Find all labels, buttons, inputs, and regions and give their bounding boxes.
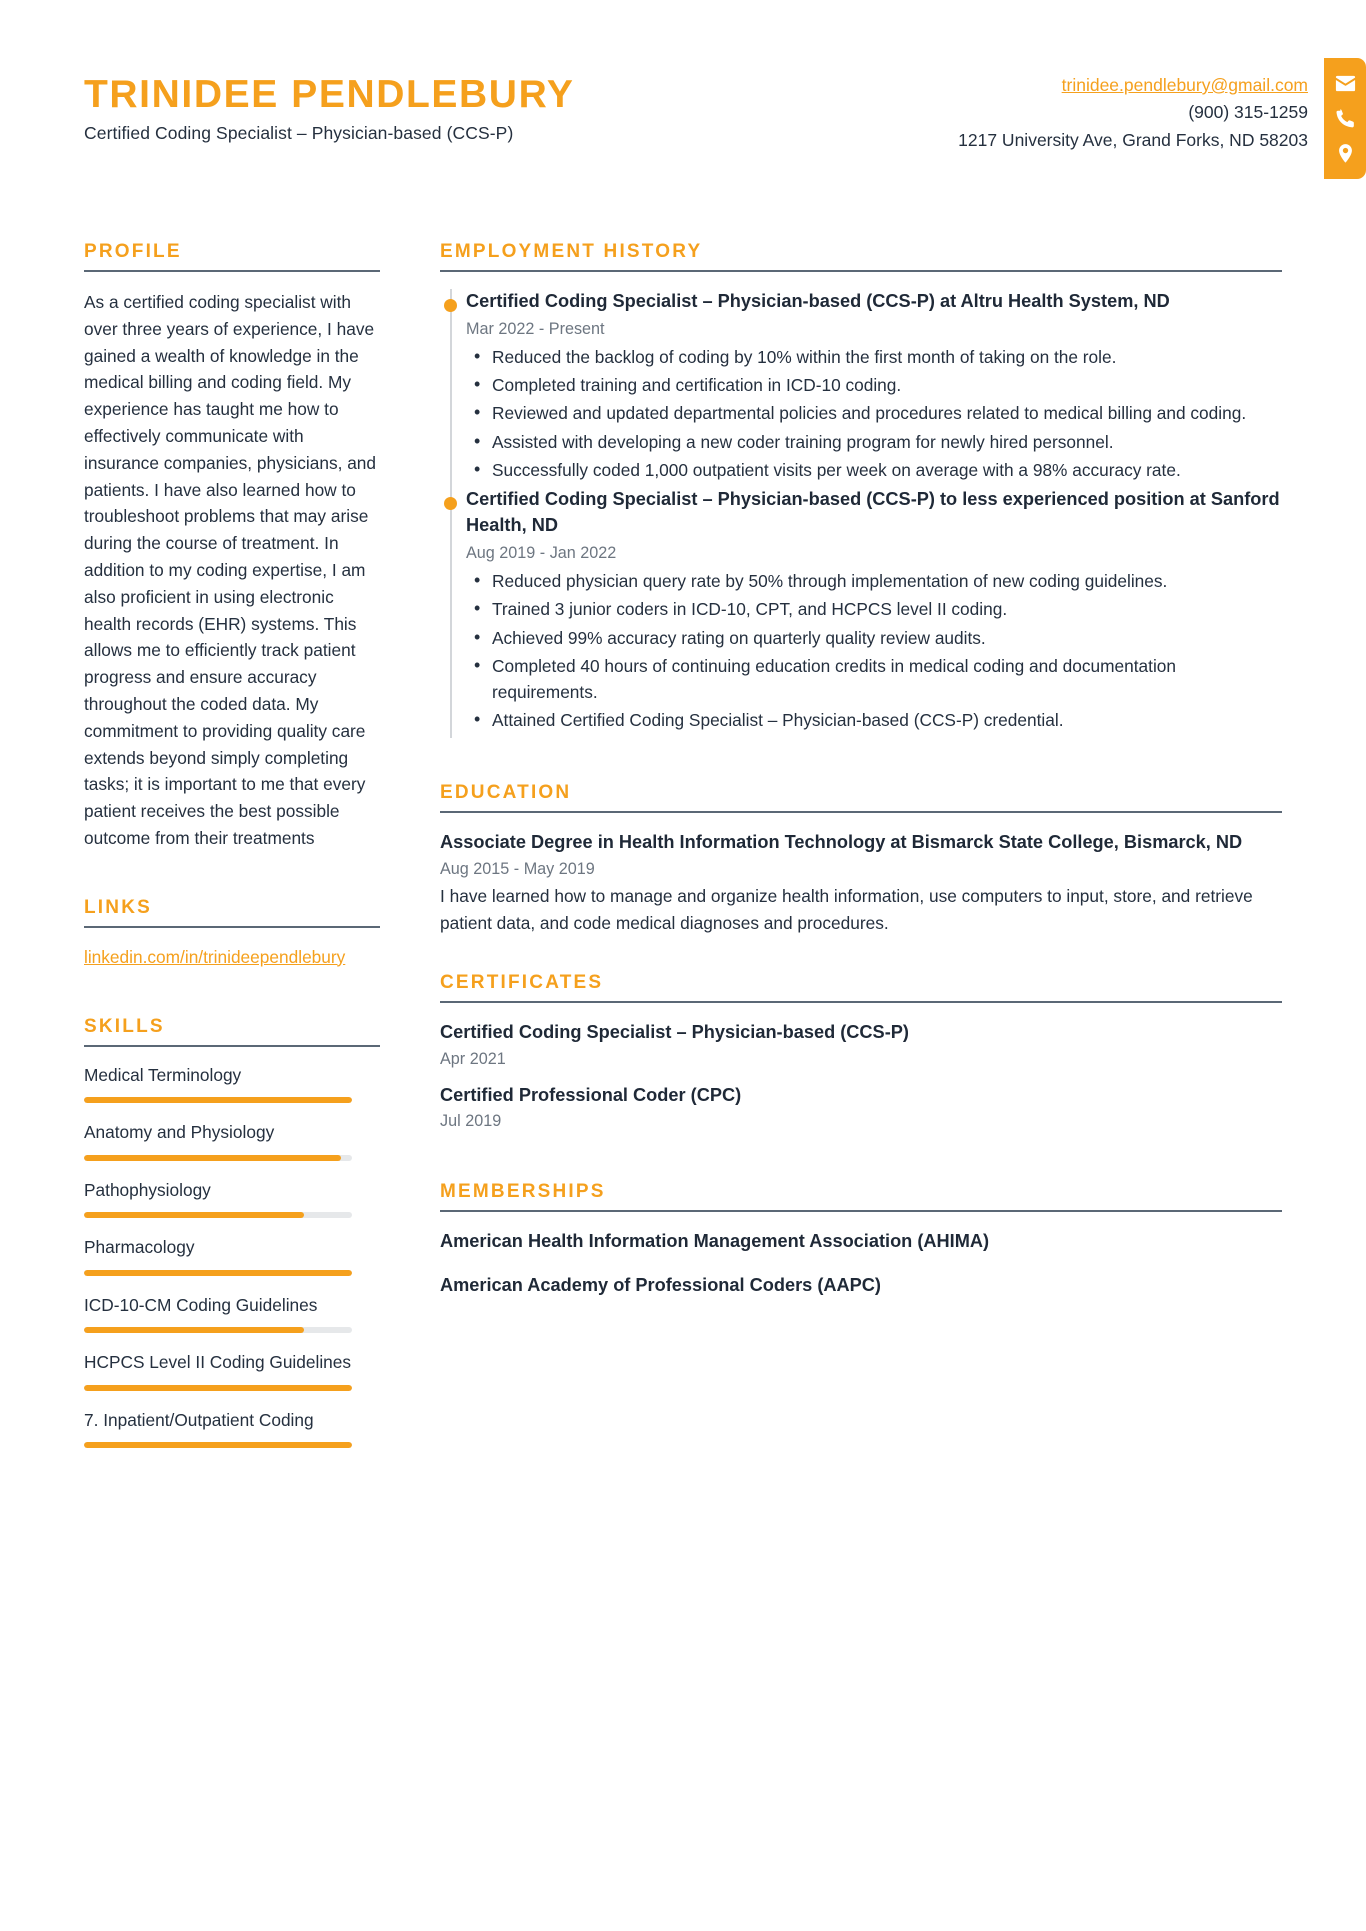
certificate-date: Jul 2019 bbox=[440, 1112, 502, 1131]
education-description: I have learned how to manage and organize health information, use computers to input, store, and retrieve patient data, and code medical diagnoses and procedures. bbox=[440, 886, 1253, 933]
section-divider bbox=[440, 1001, 1282, 1003]
skill-label: Medical Terminology bbox=[84, 1064, 242, 1085]
resume-header bbox=[0, 58, 1366, 179]
skill-bar-track bbox=[84, 1442, 352, 1448]
list-item: • Reviewed and updated departmental policies and procedures related to medical billing and coding. bbox=[466, 400, 1282, 426]
section-skills bbox=[84, 1016, 380, 1448]
education-dates: Aug 2015 - May 2019 bbox=[440, 860, 595, 879]
sidebar-column bbox=[84, 241, 380, 1466]
list-item: • Completed training and certification in ICD-10 coding. bbox=[466, 372, 1282, 398]
section-employment-history bbox=[440, 241, 1282, 738]
section-divider bbox=[84, 270, 380, 272]
skill-bar-fill bbox=[84, 1212, 304, 1218]
contact-icon-bar bbox=[1324, 58, 1366, 179]
skill-bar-fill bbox=[84, 1442, 352, 1448]
skill-label: Anatomy and Physiology bbox=[84, 1122, 275, 1143]
section-education bbox=[440, 782, 1282, 937]
location-pin-icon bbox=[1334, 142, 1357, 165]
section-divider bbox=[84, 926, 380, 928]
contact-address: 1217 University Ave, Grand Forks, ND 58203 bbox=[958, 129, 1308, 150]
section-title-memberships: MEMBERSHIPS bbox=[440, 1181, 606, 1203]
employment-list bbox=[440, 289, 1282, 738]
skill-bar-fill bbox=[84, 1155, 341, 1161]
link-item[interactable]: linkedin.com/in/trinideependlebury bbox=[84, 946, 346, 967]
section-certificates bbox=[440, 972, 1282, 1131]
employment-entry bbox=[440, 289, 1282, 487]
skill-item bbox=[84, 1121, 380, 1160]
page-title: TRINIDEE PENDLEBURY bbox=[84, 73, 575, 116]
employment-role: Certified Coding Specialist – Physician-based (CCS-P) to less experienced position at Sanford Health, ND bbox=[466, 489, 1280, 536]
employment-dates: Mar 2022 - Present bbox=[466, 319, 605, 338]
section-links bbox=[84, 897, 380, 971]
spacer bbox=[440, 738, 1282, 782]
section-title-certificates: CERTIFICATES bbox=[440, 972, 604, 994]
skill-bar-track bbox=[84, 1270, 352, 1276]
skill-label: Pharmacology bbox=[84, 1237, 195, 1258]
skill-bar-fill bbox=[84, 1385, 352, 1391]
employment-role: Certified Coding Specialist – Physician-based (CCS-P) at Altru Health System, ND bbox=[466, 291, 1170, 311]
skill-item bbox=[84, 1351, 380, 1390]
skill-item bbox=[84, 1236, 380, 1275]
list-item: • Completed 40 hours of continuing education credits in medical coding and documentation requirements. bbox=[466, 653, 1282, 706]
skill-bar-track bbox=[84, 1327, 352, 1333]
section-title-profile: PROFILE bbox=[84, 241, 182, 262]
skill-bar-fill bbox=[84, 1327, 304, 1333]
employment-bullets bbox=[466, 568, 1282, 734]
list-item: • Reduced physician query rate by 50% through implementation of new coding guidelines. bbox=[466, 568, 1282, 594]
skill-label: HCPCS Level II Coding Guidelines bbox=[84, 1352, 352, 1373]
contact-phone: (900) 315-1259 bbox=[1188, 102, 1308, 123]
contact-email-link[interactable]: trinidee.pendlebury@gmail.com bbox=[1061, 75, 1308, 95]
section-title-education: EDUCATION bbox=[440, 781, 572, 803]
section-title-skills: SKILLS bbox=[84, 1015, 165, 1037]
list-item: • Successfully coded 1,000 outpatient visits per week on average with a 98% accuracy rate. bbox=[466, 457, 1282, 483]
skill-item bbox=[84, 1064, 380, 1103]
certificate-name: Certified Coding Specialist – Physician-based (CCS-P) bbox=[440, 1022, 909, 1043]
section-title-links: LINKS bbox=[84, 896, 152, 918]
skill-bar-fill bbox=[84, 1097, 352, 1103]
section-divider bbox=[440, 1210, 1282, 1212]
section-divider bbox=[84, 1045, 380, 1047]
section-memberships bbox=[440, 1181, 1282, 1298]
spacer bbox=[440, 936, 1282, 972]
section-title-employment: EMPLOYMENT HISTORY bbox=[440, 241, 703, 262]
list-item: • Attained Certified Coding Specialist – Physician-based (CCS-P) credential. bbox=[466, 707, 1282, 733]
header-contact-block bbox=[958, 58, 1366, 179]
skill-item bbox=[84, 1179, 380, 1218]
employment-dates: Aug 2019 - Jan 2022 bbox=[466, 543, 617, 562]
section-divider bbox=[440, 811, 1282, 813]
certificate-entry bbox=[440, 1020, 1282, 1068]
main-column bbox=[440, 241, 1282, 1316]
contact-details bbox=[958, 58, 1324, 154]
list-item: • Trained 3 junior coders in ICD-10, CPT, and HCPCS level II coding. bbox=[466, 596, 1282, 622]
envelope-icon bbox=[1334, 72, 1357, 95]
certificate-name: Certified Professional Coder (CPC) bbox=[440, 1084, 742, 1105]
skill-item bbox=[84, 1294, 380, 1333]
skill-item bbox=[84, 1409, 380, 1448]
certificate-date: Apr 2021 bbox=[440, 1049, 506, 1068]
skill-bar-track bbox=[84, 1212, 352, 1218]
section-divider bbox=[440, 270, 1282, 272]
skill-label: 7. Inpatient/Outpatient Coding bbox=[84, 1409, 314, 1430]
header-job-title: Certified Coding Specialist – Physician-based (CCS-P) bbox=[84, 123, 514, 144]
education-degree: Associate Degree in Health Information Technology at Bismarck State College, Bismarck, ND bbox=[440, 831, 1243, 852]
certificate-entry bbox=[440, 1083, 1282, 1131]
spacer bbox=[440, 1145, 1282, 1181]
skill-bar-track bbox=[84, 1097, 352, 1103]
membership-entry: American Health Information Management Association (AHIMA) bbox=[440, 1231, 990, 1252]
phone-icon bbox=[1334, 107, 1357, 130]
list-item: • Reduced the backlog of coding by 10% within the first month of taking on the role. bbox=[466, 344, 1282, 370]
section-profile bbox=[84, 241, 380, 852]
profile-text: As a certified coding specialist with over three years of experience, I have gained a wealth of knowledge in the medical billing and coding field. My experience has taught me how to effectively communicate with insurance companies, physicians, and patients. I have also learned how to troubleshoot problems that may arise during the course of treatment. In addition to my coding expertise, I am also proficient in using electronic health records (EHR) systems. This allows me to efficiently track patient progress and ensure accuracy throughout the coded data. My commitment to providing quality care extends beyond simply completing tasks; it is important to me that every patient receives the best possible outcome from their treatments bbox=[84, 292, 377, 848]
list-item: • Assisted with developing a new coder training program for newly hired personnel. bbox=[466, 429, 1282, 455]
employment-entry bbox=[440, 487, 1282, 737]
education-entry bbox=[440, 830, 1282, 937]
skill-label: Pathophysiology bbox=[84, 1179, 211, 1200]
resume-body bbox=[0, 241, 1366, 1466]
skill-bar-fill bbox=[84, 1270, 352, 1276]
employment-bullets bbox=[466, 344, 1282, 483]
membership-entry: American Academy of Professional Coders (AAPC) bbox=[440, 1274, 881, 1295]
skill-bar-track bbox=[84, 1155, 352, 1161]
header-identity bbox=[84, 58, 575, 144]
skill-label: ICD-10-CM Coding Guidelines bbox=[84, 1294, 318, 1315]
skill-bar-track bbox=[84, 1385, 352, 1391]
list-item: • Achieved 99% accuracy rating on quarterly quality review audits. bbox=[466, 625, 1282, 651]
